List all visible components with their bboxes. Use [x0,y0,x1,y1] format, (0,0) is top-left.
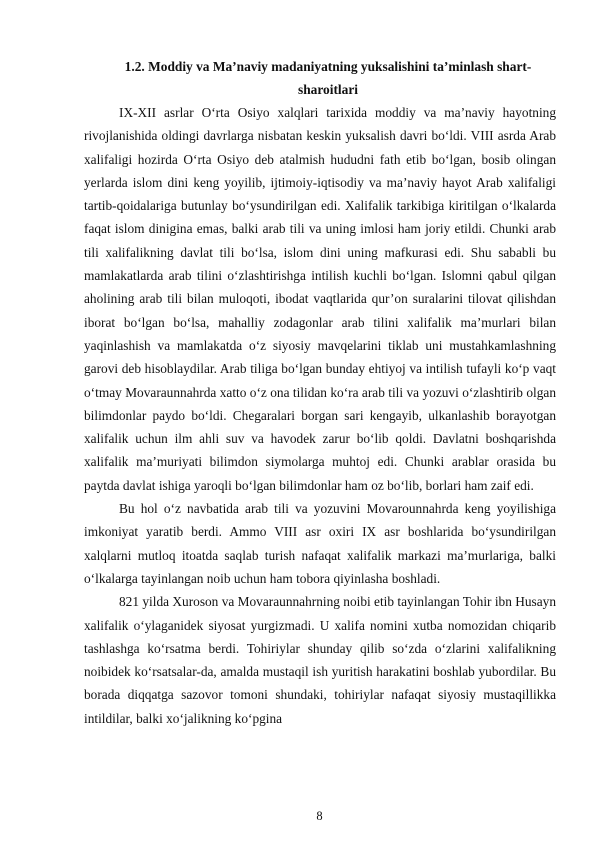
paragraph: Bu hol o‘z navbatida arab tili va yozuvini Movarounnahrda keng yoyilishiga imkoniyat yaratib berdi. Ammo VIII asr oxiri IX asr boshlarida bo‘ysundirilgan xalqlarni mutloq itoatda saqlab turish nafaqat xalifalik markazi ma’murlariga, balki o‘lkalarga tayinlangan noib uchun ham tobora qiyinlasha boshladi. [84,501,556,586]
section-heading: 1.2. Moddiy va Ma’naviy madaniyatning yuksalishini ta’minlash shart-sharoitlari [124,59,532,97]
page-content [84,55,556,730]
paragraph: IX-XII asrlar O‘rta Osiyo xalqlari tarixida moddiy va ma’naviy hayotning rivojlanishida oldingi davrlarga nisbatan keskin yuksalish davri bo‘ldi. VIII asrda Arab xalifaligi hozirda O‘rta Osiyo deb atalmish hududni fath etib bo‘lgan, bosib olingan yerlarda islom dini keng yoyilib, ijtimoiy-iqtisodiy va ma’naviy hayot Arab xalifaligi tartib-qoidalariga butunlay bo‘ysundirilgan edi. Xalifalik tarkibiga kiritilgan o‘lkalarda faqat islom dinigina emas, balki arab tili va uning imlosi ham joriy etildi. Chunki arab tili xalifalikning davlat tili bo‘lsa, islom dini uning mafkurasi edi. Shu sababli bu mamlakatlarda arab tilini o‘zlashtirishga intilish kuchli bo‘lgan. Islomni qabul qilgan aholining arab tili bilan muloqoti, ibodat vaqtlarida qur’on suralarini tilovat qilishdan iborat bo‘lgan bo‘lsa, mahalliy zodagonlar arab tilini xalifalik ma’murlari bilan yaqinlashish va mamlakatda o‘z siyosiy mavqelarini tiklab uni mustahkamlashning garovi deb hisoblaydilar. Arab tiliga bo‘lgan bunday ehtiyoj va intilish tufayli ko‘p vaqt o‘tmay Movaraunnahrda xatto o‘z ona tilidan ko‘ra arab tili va yozuvi o‘zlashtirib olgan bilimdonlar paydo bo‘ldi. Chegaralari borgan sari kengayib, ulkanlashib borayotgan xalifalik uchun ilm ahli suv va havodek zarur bo‘lib qoldi. Davlatni boshqarishda xalifalik ma’muriyati bilimdon siymolarga muhtoj edi. Chunki arablar orasida bu paytda davlat ishiga yaroqli bo‘lgan bilimdonlar ham oz bo‘lib, borlari ham zaif edi. [84,105,556,493]
paragraph: 821 yilda Xuroson va Movaraunnahrning noibi etib tayinlangan Tohir ibn Husayn xalifalik o‘ylaganidek siyosat yurgizmadi. U xalifa nomini xutba nomozidan chiqarib tashlashga ko‘rsatma berdi. Tohiriylar shunday qilib so‘zda o‘zlarini xalifalikning noibidek ko‘rsatsalar-da, amalda mustaqil ish yuritish harakatini boshlab yubordilar. Bu borada diqqatga sazovor tomoni shundaki, tohiriylar nafaqat siyosiy mustaqillikka intildilar, balki xo‘jalikning ko‘pgina [84,594,556,726]
page-number: 8 [316,809,323,823]
